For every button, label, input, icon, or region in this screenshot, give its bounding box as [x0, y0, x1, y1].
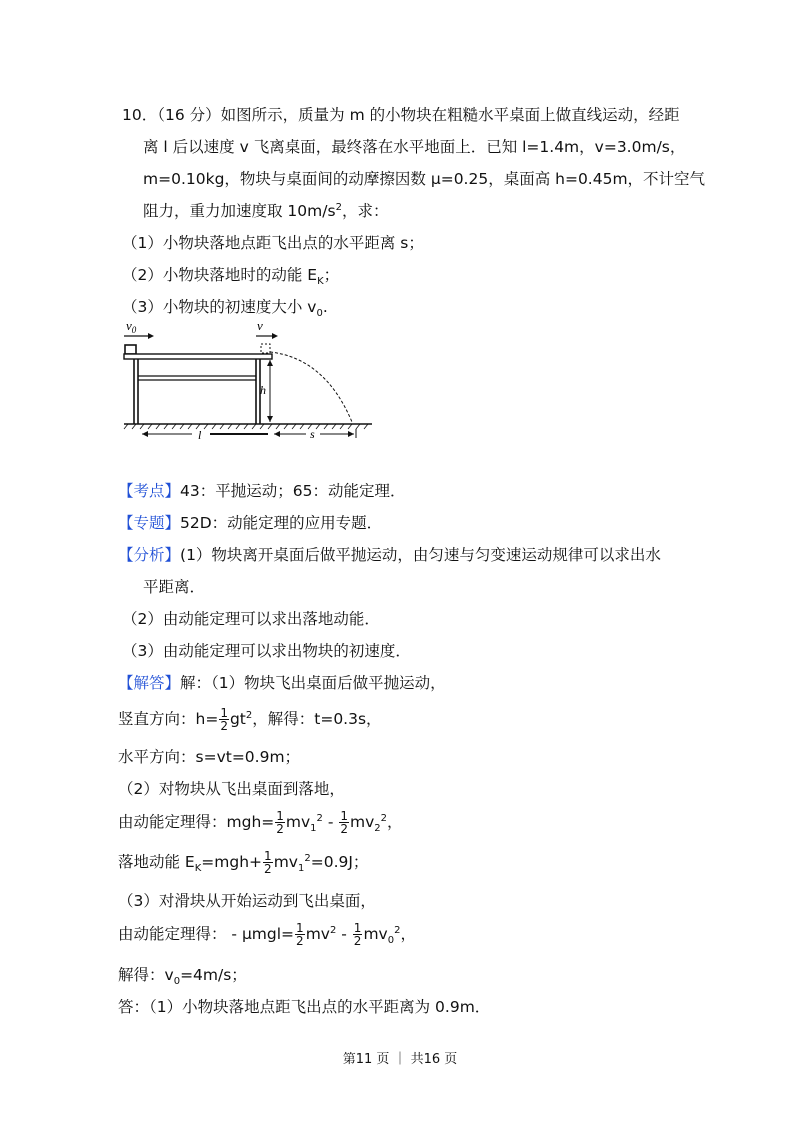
superscript: 2: [316, 812, 323, 824]
fenxi-text-1: (1）物块离开桌面后做平抛运动，由匀速与匀变速运动规律可以求出水: [180, 546, 661, 564]
question-3: [122, 296, 328, 318]
question-3-tail: .: [322, 298, 328, 316]
vertical-tail: ，解得：t=0.3s，: [252, 710, 382, 728]
fenxi-text-3: （2）由动能定理可以求出落地动能．: [122, 610, 380, 628]
ground-hatching: [124, 424, 368, 429]
question-2-tail: ；: [323, 266, 340, 284]
table-projectile-figure: [120, 318, 382, 442]
answer-text: 答：（1）小物块落地点距飞出点的水平距离为 0.9m．: [118, 998, 491, 1016]
v0-result: [118, 964, 247, 986]
part3-intro: [118, 890, 376, 912]
problem-line-2: [143, 136, 685, 158]
part2-intro: [118, 778, 345, 800]
ek-equation: [118, 846, 368, 878]
fraction-half: $\frac{1}{2}$: [296, 921, 304, 948]
vertical-equation: [118, 704, 382, 734]
answer-line: [118, 996, 490, 1018]
fenxi-line-2: [143, 576, 205, 598]
subscript: 1: [310, 823, 317, 835]
label-v: v: [257, 318, 263, 333]
kaodian-tag: 【考点】: [118, 482, 181, 500]
vertical-pre: 竖直方向：h=: [118, 710, 219, 728]
zhuanti-line: [118, 512, 382, 534]
fraction-half: $\frac{1}{2}$: [353, 921, 362, 948]
question-1-text: （1）小物块落地点距飞出点的水平距离 s；: [122, 234, 424, 252]
energy-pre: 由动能定理得：mgh=: [118, 813, 275, 831]
mv: mv: [350, 813, 375, 831]
question-2: [122, 264, 339, 286]
part3-text: （3）对滑块从开始运动到飞出桌面，: [118, 892, 376, 910]
superscript: 2: [329, 924, 337, 936]
jieda-tag: 【解答】: [118, 674, 181, 692]
kaodian-text: 43：平抛运动；65：动能定理．: [180, 482, 406, 500]
fenxi-part-3: [122, 640, 411, 662]
problem-number: 10．: [122, 106, 158, 124]
mv: mv: [285, 813, 311, 831]
ek-mid: =mgh+: [201, 853, 263, 871]
energy-equation: [118, 806, 403, 838]
projectile-trajectory: [270, 352, 352, 422]
fenxi-tag: 【分析】: [118, 546, 181, 564]
page-footer: 第11 页 ｜ 共16 页: [342, 1052, 458, 1067]
subscript: 0: [173, 976, 181, 988]
v0-arrowhead: [148, 333, 154, 339]
ek-pre: 落地动能 E: [118, 853, 195, 871]
fenxi-part-2: [122, 608, 380, 630]
fenxi-line-1: [118, 544, 661, 566]
label-l: l: [198, 428, 202, 442]
mv: mv: [363, 925, 388, 943]
problem-intro-2: 离 l 后以速度 v 飞离桌面，最终落在水平地面上．已知 l=1.4m，v=3.0m/s，: [143, 138, 686, 156]
problem-line-4: [143, 200, 388, 222]
minus: -: [336, 925, 352, 943]
superscript: 2: [245, 709, 253, 721]
question-2-text: （2）小物块落地时的动能 E: [122, 266, 318, 284]
subscript: 1: [297, 863, 305, 875]
problem-points: （16 分）: [157, 106, 221, 124]
block-at-edge: [261, 344, 270, 353]
fraction-half: $\frac{1}{2}$: [264, 849, 272, 876]
problem-intro-4: 阻力，重力加速度取 10m/s: [143, 202, 336, 220]
work-equation: [118, 918, 416, 950]
fraction-half: $\frac{1}{2}$: [220, 706, 228, 733]
table-top: [124, 354, 272, 359]
jieda-text: 解：（1）物块飞出桌面后做平抛运动，: [180, 674, 446, 692]
question-3-text: （3）小物块的初速度大小 v: [122, 298, 317, 316]
zhuanti-tag: 【专题】: [118, 514, 181, 532]
comma: ，: [400, 925, 416, 943]
comma: ，: [387, 813, 403, 831]
superscript: 2: [335, 201, 342, 213]
kaodian-line: [118, 480, 405, 502]
v0-result-pre: 解得：v: [118, 966, 174, 984]
problem-intro-4-tail: ，求：: [341, 202, 389, 220]
v0-result-value: =4m/s；: [180, 966, 247, 984]
mv: mv: [273, 853, 298, 871]
problem-intro-1: 如图所示，质量为 m 的小物块在粗糙水平桌面上做直线运动，经距: [220, 106, 680, 124]
subscript: K: [194, 863, 202, 875]
fraction-half: $\frac{1}{2}$: [276, 809, 284, 836]
fenxi-text-4: （3）由动能定理可以求出物块的初速度．: [122, 642, 411, 660]
superscript: 2: [304, 852, 311, 864]
work-pre: 由动能定理得： - μmgl=: [118, 925, 295, 943]
subscript: 0: [387, 935, 395, 947]
ek-post: =0.9J；: [310, 853, 369, 871]
superscript: 2: [394, 924, 401, 936]
problem-line-3: [143, 168, 705, 190]
subscript: K: [317, 276, 324, 288]
problem-line-1: [122, 104, 680, 126]
fraction-half: $\frac{1}{2}$: [340, 809, 349, 836]
label-v0: $v_0$: [126, 318, 137, 335]
part2-text: （2）对物块从飞出桌面到落地，: [118, 780, 345, 798]
mv: mv: [305, 925, 330, 943]
problem-intro-3: m=0.10kg，物块与桌面间的动摩擦因数 μ=0.25，桌面高 h=0.45m，不计空气: [143, 170, 706, 188]
subscript: 2: [374, 823, 381, 835]
jieda-line: [118, 672, 446, 694]
block: [125, 345, 136, 354]
horizontal-equation: [118, 746, 300, 768]
zhuanti-text: 52D：动能定理的应用专题．: [180, 514, 383, 532]
fenxi-text-2: 平距离．: [143, 578, 206, 596]
vertical-gt: gt: [229, 710, 246, 728]
question-1: [122, 232, 424, 254]
label-s: s: [310, 427, 315, 441]
superscript: 2: [380, 812, 388, 824]
label-h: h: [260, 383, 266, 397]
minus: -: [322, 813, 339, 831]
subscript: 0: [316, 308, 323, 320]
horizontal-text: 水平方向：s=vt=0.9m；: [118, 748, 301, 766]
v-arrowhead: [272, 333, 278, 339]
